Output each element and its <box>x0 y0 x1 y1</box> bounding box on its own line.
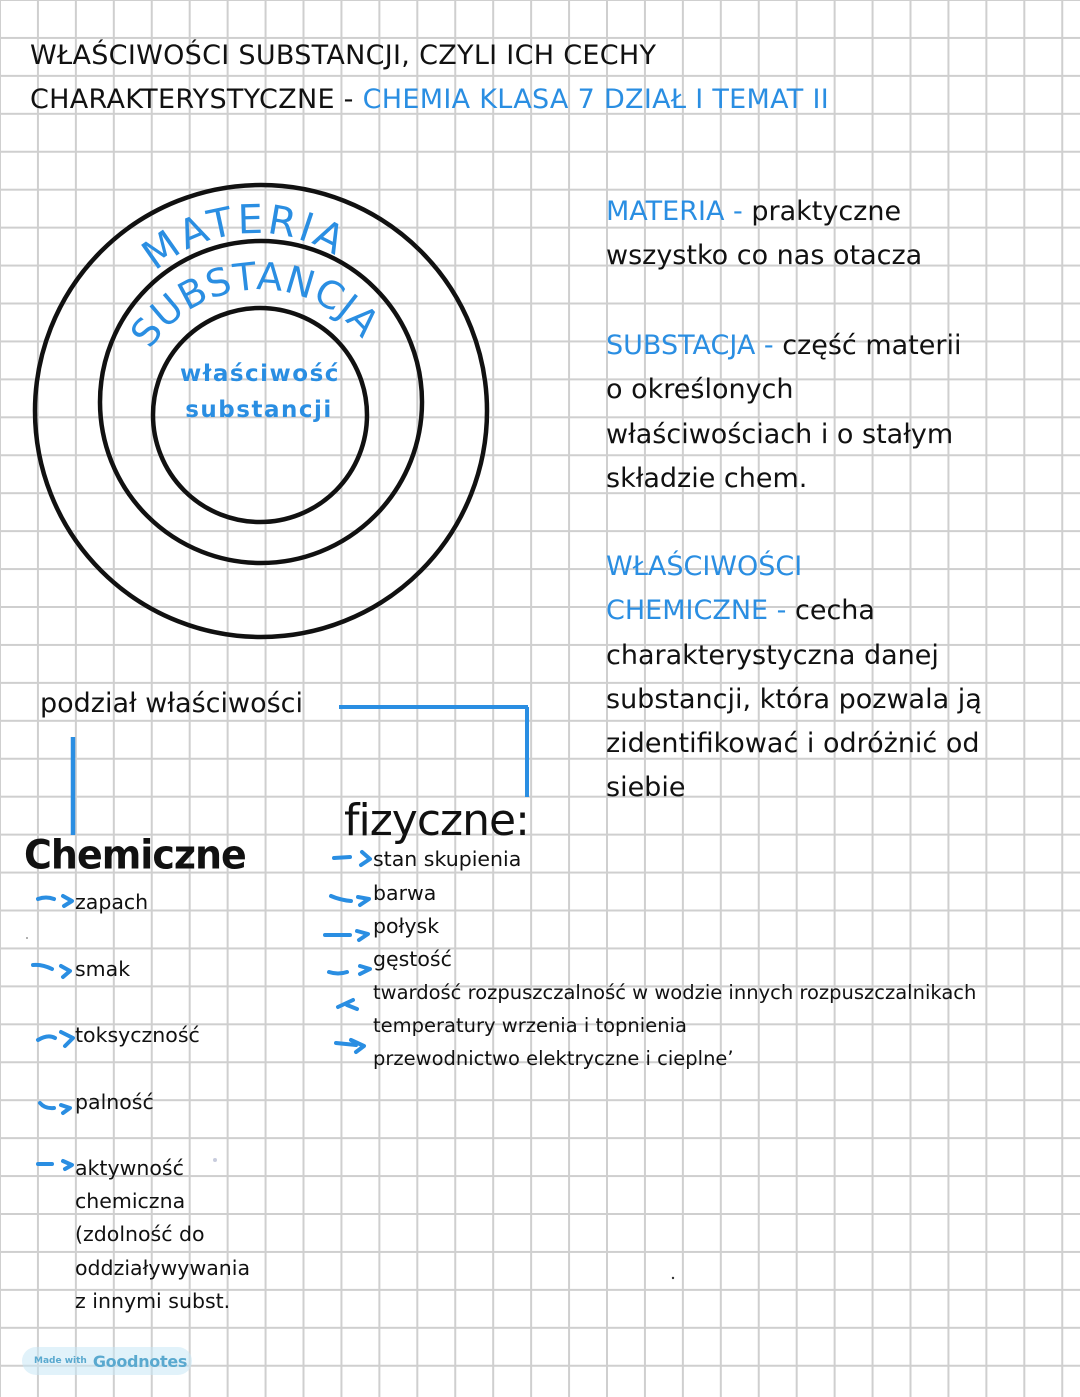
chemical-item-continuation: chemiczna <box>75 1189 186 1213</box>
arrow-icon <box>38 1161 72 1169</box>
physical-item: przewodnictwo elektryczne i cieplne’ <box>373 1047 734 1070</box>
physical-heading: fizyczne: <box>344 795 529 846</box>
arrow-icon <box>336 1040 364 1052</box>
chemical-item-continuation: z innymi subst. <box>75 1289 231 1313</box>
arrow-icon <box>38 896 72 906</box>
chemical-item: toksyczność <box>75 1023 200 1047</box>
chemical-item-continuation: oddziaływywania <box>75 1256 251 1280</box>
label-substancji: substancji <box>185 397 333 423</box>
definition-wlasciwosci-chemiczne: WŁAŚCIWOŚCI CHEMICZNE - cecha charakterystyczna danej substancji, która pozwala ją zidentifikować i odróżnić od siebie <box>606 545 982 811</box>
term-materia: MATERIA - <box>606 196 752 227</box>
arrow-icon <box>334 852 370 865</box>
physical-item: połysk <box>373 914 440 938</box>
physical-item: temperatury wrzenia i topnienia <box>373 1014 687 1037</box>
watermark-brand: Goodnotes <box>92 1351 188 1371</box>
label-wlasciwosc: właściwość <box>180 361 340 387</box>
definition-materia: MATERIA - praktyczne wszystko co nas otacza <box>606 196 923 272</box>
arrow-icon <box>338 1000 357 1009</box>
arrow-icon <box>325 931 368 940</box>
chemical-item: palność <box>75 1090 154 1114</box>
physical-item: twardość rozpuszczalność w wodzie innych rozpuszczalnikach <box>373 981 977 1004</box>
term-wlasciwosci: WŁAŚCIWOŚCI <box>606 551 803 582</box>
term-chemiczne: CHEMICZNE - <box>606 595 795 627</box>
division-label: podział właściwości <box>40 688 303 719</box>
watermark-made-with: Made with <box>34 1356 87 1366</box>
goodnotes-watermark <box>22 1347 192 1375</box>
chemical-heading: Chemiczne <box>24 831 246 879</box>
arrow-icon <box>329 966 370 974</box>
term-substancja: SUBSTACJA - <box>606 330 783 361</box>
label-materia: MATERIA <box>133 196 355 280</box>
definition-substancja: SUBSTACJA - część materii o określonych właściwościach i o stałym składzie chem. <box>606 330 962 494</box>
physical-item: barwa <box>373 881 437 905</box>
arrow-icon <box>331 896 369 905</box>
physical-item: gęstość <box>373 947 452 971</box>
chemical-item: smak <box>75 957 131 981</box>
label-substancja: SUBSTANCJA <box>121 254 389 356</box>
page-title-line1: WŁAŚCIWOŚCI SUBSTANCJI, CZYLI ICH CECHY <box>30 40 657 71</box>
physical-item: stan skupienia <box>373 847 522 871</box>
chemical-item: zapach <box>75 890 149 914</box>
chemical-item-continuation: (zdolność do <box>75 1222 205 1246</box>
arrow-icon <box>40 1103 70 1113</box>
arrow-icon <box>38 1032 73 1046</box>
page-title-black: CHARAKTERYSTYCZNE - <box>30 84 363 115</box>
chemical-item: aktywność <box>75 1156 184 1180</box>
arrow-icon <box>33 965 70 977</box>
page-title-subject: CHEMIA KLASA 7 DZIAŁ I TEMAT II <box>362 84 829 115</box>
